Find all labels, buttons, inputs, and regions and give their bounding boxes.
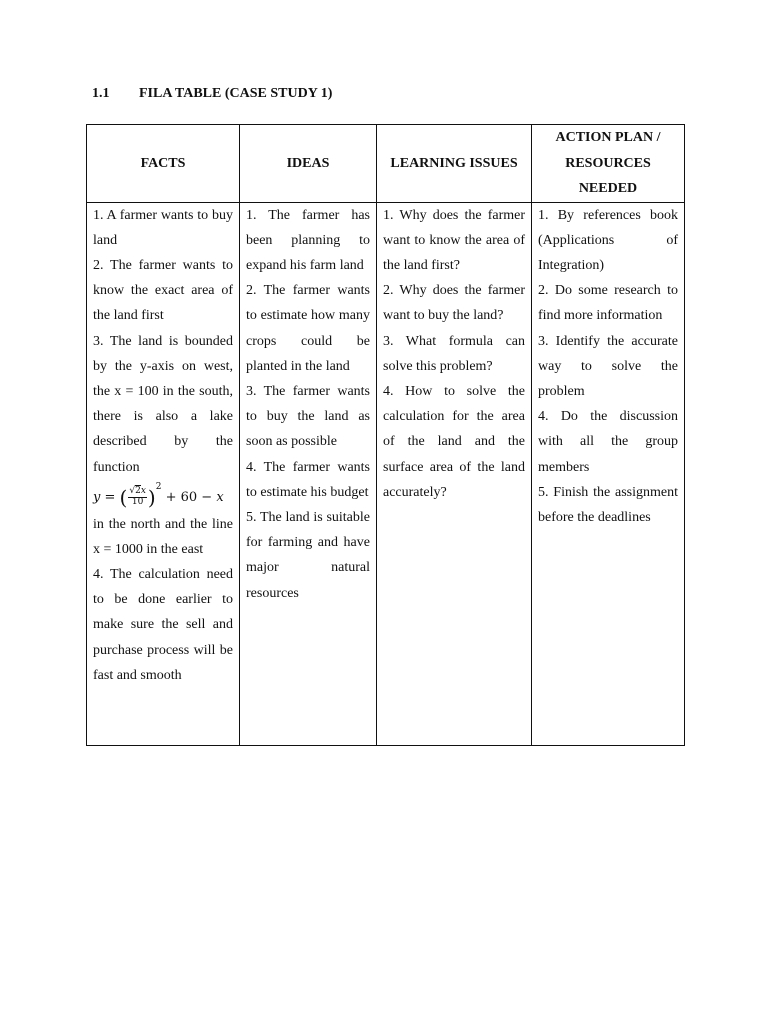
action-plan-item: 5. Finish the assignment before the deadlines [538, 484, 678, 525]
table-header-row [87, 125, 685, 203]
learning-issue-item: 2. Why does the farmer want to buy the land? [383, 283, 525, 324]
learning-issues-cell [377, 202, 532, 745]
section-title: FILA TABLE (CASE STUDY 1) [139, 86, 333, 101]
header-learning-issues: LEARNING ISSUES [377, 125, 532, 203]
idea-item: 5. The land is suitable for farming and have major natural resources [246, 509, 370, 601]
header-ideas: IDEAS [240, 125, 377, 203]
header-facts: FACTS [87, 125, 240, 203]
fact-item: 3. The land is bounded by the y-axis on west, the x = 100 in the south, there is also a lake described by the function [93, 333, 233, 475]
idea-item: 2. The farmer wants to estimate how many crops could be planted in the land [246, 283, 370, 374]
idea-item: 1. The farmer has been planning to expand his farm land [246, 207, 370, 273]
section-heading [92, 86, 332, 102]
idea-item: 4. The farmer wants to estimate his budget [246, 459, 370, 500]
idea-item: 3. The farmer wants to buy the land as soon as possible [246, 383, 370, 450]
fact-item: 1. A farmer wants to buy land [93, 207, 233, 248]
header-action-plan: ACTION PLAN / RESOURCES NEEDED [532, 125, 685, 203]
facts-cell [87, 202, 240, 745]
action-plan-cell [532, 202, 685, 745]
fact-item: 2. The farmer wants to know the exact area of the land first [93, 257, 233, 324]
table-row [87, 202, 685, 745]
fact-item: in the north and the line x = 1000 in the east [93, 516, 233, 557]
action-plan-item: 2. Do some research to find more information [538, 283, 678, 324]
section-number: 1.1 [92, 86, 110, 101]
fila-table [86, 124, 685, 746]
fact-item: 4. The calculation need to be done earlier to make sure the sell and purchase process will be fast and smooth [93, 567, 233, 683]
action-plan-item: 4. Do the discussion with all the group members [538, 409, 678, 475]
lake-function-formula: y = ( $\frac{√2x}{10}$ )$^2$ + 60 − x [93, 481, 224, 510]
action-plan-item: 1. By references book (Applications of Integration) [538, 207, 678, 273]
action-plan-item: 3. Identify the accurate way to solve the problem [538, 333, 678, 399]
ideas-cell [240, 202, 377, 745]
learning-issue-item: 4. How to solve the calculation for the area of the land and the surface area of the land accurately? [383, 383, 525, 500]
learning-issue-item: 1. Why does the farmer want to know the area of the land first? [383, 207, 525, 273]
learning-issue-item: 3. What formula can solve this problem? [383, 333, 525, 374]
